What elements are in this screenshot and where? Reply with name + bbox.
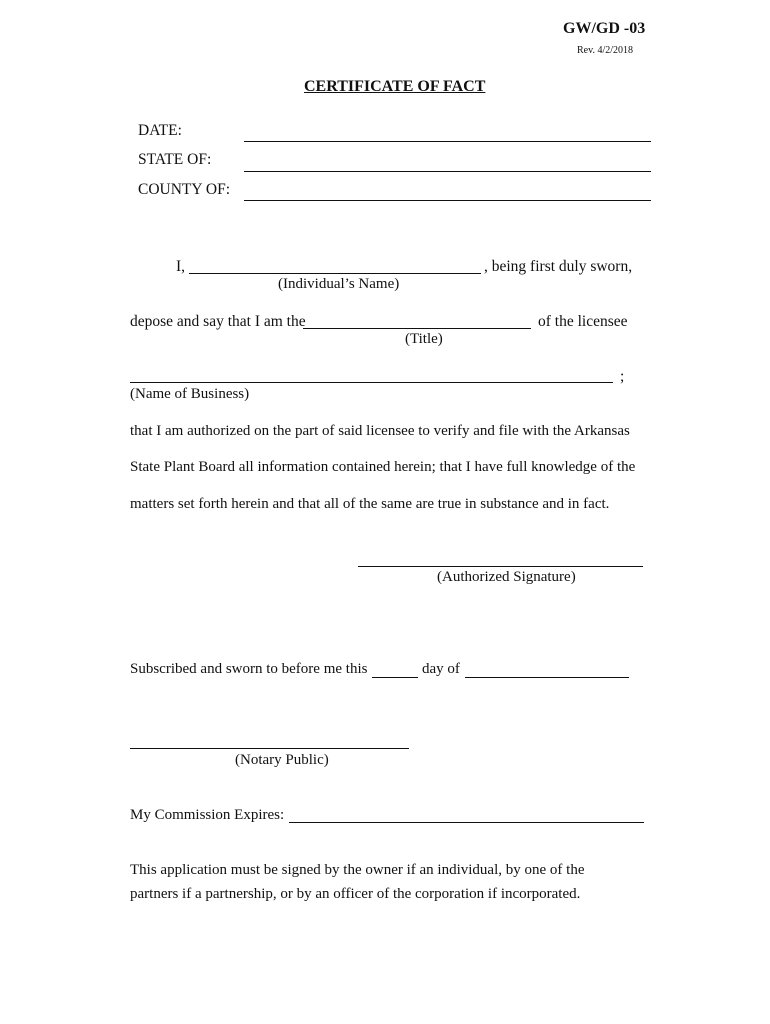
business-name-caption: (Name of Business) <box>130 386 250 402</box>
individual-name-caption: (Individual’s Name) <box>278 276 400 292</box>
state-label: STATE OF: <box>138 151 212 168</box>
commission-expires-field[interactable] <box>289 822 644 823</box>
title-caption: (Title) <box>405 331 443 347</box>
depose-text: depose and say that I am the <box>130 313 306 330</box>
semicolon: ; <box>620 368 625 385</box>
footer-instruction-line: partners if a partnership, or by an officer of the corporation if incorporated. <box>130 886 581 902</box>
sworn-month-field[interactable] <box>465 677 629 678</box>
form-code: GW/GD -03 <box>563 20 646 37</box>
business-name-field[interactable] <box>130 382 613 383</box>
being-sworn-text: , being first duly sworn, <box>484 258 633 275</box>
date-label: DATE: <box>138 122 182 139</box>
body-text-line: matters set forth herein and that all of the same are true in substance and in fact. <box>130 496 610 512</box>
day-of-text: day of <box>422 661 460 677</box>
individual-name-field[interactable] <box>189 273 481 274</box>
subscribed-sworn-text: Subscribed and sworn to before me this <box>130 661 368 677</box>
date-field[interactable] <box>244 141 651 142</box>
notary-signature-field[interactable] <box>130 748 409 749</box>
body-text-line: that I am authorized on the part of said licensee to verify and file with the Arkansas <box>130 423 630 439</box>
county-field[interactable] <box>244 200 651 201</box>
notary-public-caption: (Notary Public) <box>235 752 329 768</box>
sworn-day-field[interactable] <box>372 677 418 678</box>
county-label: COUNTY OF: <box>138 181 231 198</box>
authorized-signature-caption: (Authorized Signature) <box>437 569 576 585</box>
commission-expires-label: My Commission Expires: <box>130 807 285 823</box>
footer-instruction-line: This application must be signed by the owner if an individual, by one of the <box>130 862 585 878</box>
i-label: I, <box>176 258 186 275</box>
revision-date: Rev. 4/2/2018 <box>577 45 634 56</box>
of-licensee-text: of the licensee <box>538 313 628 330</box>
document-title: CERTIFICATE OF FACT <box>304 78 486 95</box>
body-text-line: State Plant Board all information contained herein; that I have full knowledge of the <box>130 459 636 475</box>
title-field[interactable] <box>303 328 531 329</box>
state-field[interactable] <box>244 171 651 172</box>
authorized-signature-field[interactable] <box>358 566 643 567</box>
